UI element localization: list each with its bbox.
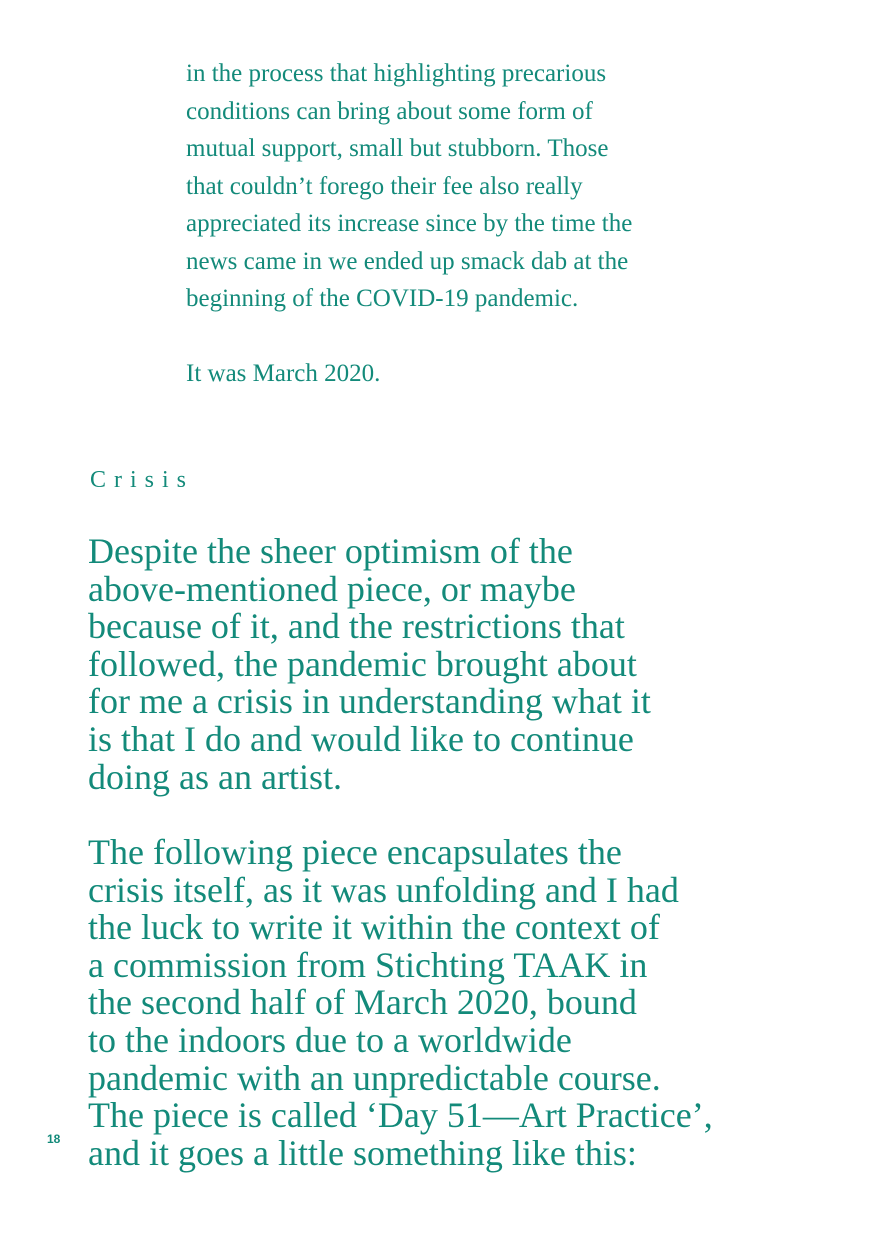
lead-line: doing as an artist.	[88, 756, 342, 797]
lead-line: and it goes a little something like this:	[88, 1132, 637, 1173]
lead-line: pandemic with an unpredictable course.	[88, 1057, 661, 1098]
lead-line: a commission from Stichting TAAK in	[88, 944, 648, 985]
intro-closing-line: It was March 2020.	[186, 359, 381, 387]
intro-line: mutual support, small but stubborn. Those	[186, 135, 609, 162]
lead-line: crisis itself, as it was unfolding and I had	[88, 869, 679, 910]
intro-line: that couldn’t forego their fee also really	[186, 172, 583, 200]
lead-line: the luck to write it within the context of	[88, 907, 660, 948]
intro-line: news came in we ended up smack dab at the	[186, 247, 629, 275]
lead-line: the second half of March 2020, bound	[88, 982, 637, 1023]
lead-line: for me a crisis in understanding what it	[88, 681, 651, 722]
intro-line: conditions can bring about some form of	[186, 97, 593, 125]
lead-paragraph-2	[88, 834, 848, 1172]
intro-line: beginning of the COVID-19 pandemic.	[186, 285, 579, 312]
lead-paragraph-1	[88, 533, 848, 796]
intro-line: in the process that highlighting precarious	[186, 60, 607, 87]
lead-line: followed, the pandemic brought about	[88, 643, 637, 684]
intro-paragraph	[186, 55, 746, 392]
intro-line: appreciated its increase since by the time the	[186, 210, 633, 237]
lead-line: is that I do and would like to continue	[88, 718, 634, 759]
page-number: 18	[47, 1132, 61, 1146]
lead-line: to the indoors due to a worldwide	[88, 1019, 572, 1060]
section-heading: Crisis	[90, 467, 195, 493]
lead-line: The following piece encapsulates the	[88, 832, 622, 872]
lead-line: The piece is called ‘Day 51—Art Practice’,	[88, 1095, 713, 1136]
lead-line: above-mentioned piece, or maybe	[88, 568, 576, 609]
lead-line: Despite the sheer optimism of the	[88, 531, 573, 571]
lead-line: because of it, and the restrictions that	[88, 606, 625, 647]
